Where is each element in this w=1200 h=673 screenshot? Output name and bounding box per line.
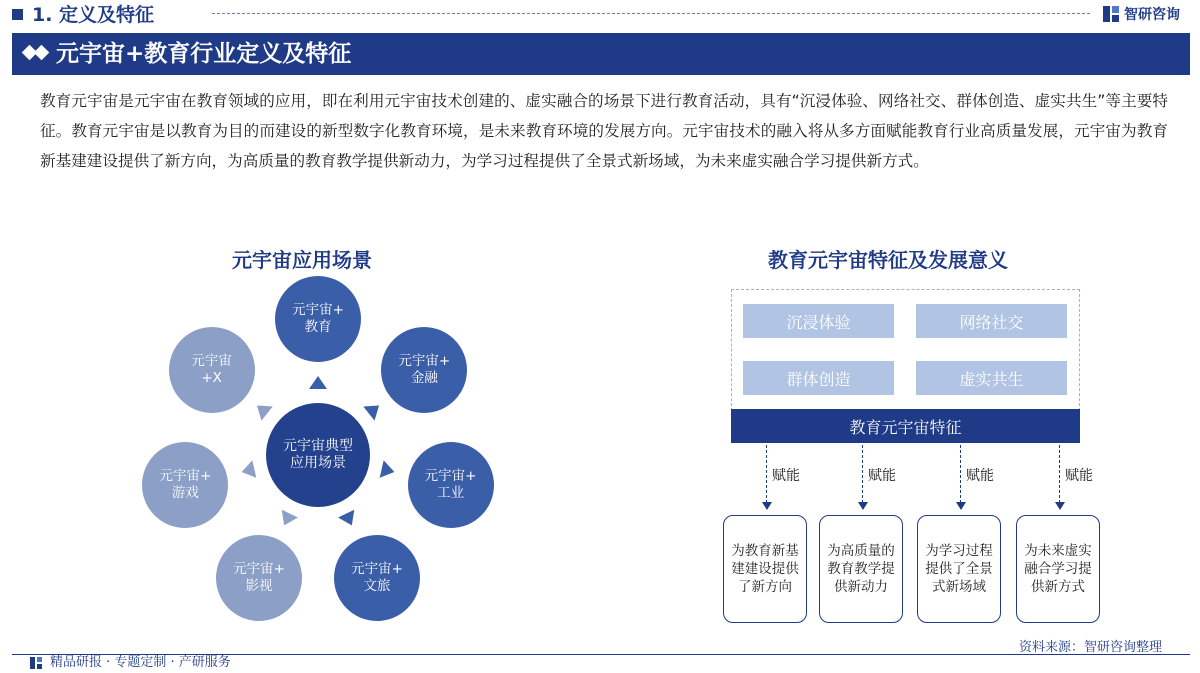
arrow-down-icon — [858, 502, 868, 510]
arrow-icon — [364, 399, 385, 421]
connector-line — [960, 445, 961, 503]
connector-line — [862, 445, 863, 503]
arrow-down-icon — [1055, 502, 1065, 510]
feature-tile: 群体创造 — [743, 361, 894, 395]
section-marker — [12, 9, 23, 20]
page-title: 元宇宙+教育行业定义及特征 — [56, 41, 352, 67]
scenario-node: 元宇宙+ 游戏 — [142, 442, 228, 528]
source-note: 资料来源：智研咨询整理 — [1018, 640, 1162, 655]
features-bar: 教育元宇宙特征 — [731, 409, 1080, 443]
intro-paragraph: 教育元宇宙是元宇宙在教育领域的应用，即在利用元宇宙技术创建的、虚实融合的场景下进行教育活动，具有“沉浸体验、网络社交、群体创造、虚实共生”等主要特征。教育元宇宙是以教育为目的而建设的新型数字化教育环境，是未来教育环境的发展方向。元宇宙技术的融入将从多方面赋能教育行业高质量发展，元宇宙为教育新基建建设提供了新方向，为高质量的教育教学提供新动力，为学习过程提供了全景式新场域，为未来虚实融合学习提供新方式。 — [40, 92, 1168, 170]
features-title: 教育元宇宙特征及发展意义 — [768, 248, 1008, 272]
brand-mark-icon — [1102, 5, 1120, 23]
brand-name: 智研咨询 — [1124, 7, 1180, 23]
connector-label: 赋能 — [868, 468, 896, 484]
header-divider — [212, 13, 1090, 14]
arrow-icon — [251, 399, 272, 421]
brand-mark-icon — [30, 657, 42, 669]
arrow-icon — [276, 510, 298, 530]
scenarios-title: 元宇宙应用场景 — [232, 248, 372, 272]
significance-box: 为学习过程提供了全景式新场域 — [917, 515, 1001, 623]
scenario-node: 元宇宙+ 教育 — [275, 276, 361, 362]
feature-tile: 虚实共生 — [916, 361, 1067, 395]
brand-logo — [1102, 4, 1180, 24]
scenario-node: 元宇宙+ 文旅 — [334, 535, 420, 621]
significance-box: 为高质量的教育教学提供新动力 — [819, 515, 903, 623]
connector-label: 赋能 — [1065, 468, 1093, 484]
significance-box: 为未来虚实融合学习提供新方式 — [1016, 515, 1100, 623]
feature-tile: 网络社交 — [916, 304, 1067, 338]
scenario-node: 元宇宙+ 金融 — [381, 327, 467, 413]
section-title: 1. 定义及特征 — [32, 4, 155, 26]
significance-box: 为教育新基建建设提供了新方向 — [723, 515, 807, 623]
arrow-down-icon — [956, 502, 966, 510]
scenario-node: 元宇宙+ 工业 — [408, 442, 494, 528]
connector-line — [1059, 445, 1060, 503]
arrow-icon — [338, 510, 360, 530]
feature-tile: 沉浸体验 — [743, 304, 894, 338]
arrow-icon — [380, 460, 397, 480]
scenario-node: 元宇宙 +X — [169, 327, 255, 413]
arrow-icon — [309, 376, 327, 389]
scenario-center: 元宇宙典型应用场景 — [266, 403, 370, 507]
arrow-down-icon — [762, 502, 772, 510]
connector-label: 赋能 — [966, 468, 994, 484]
arrow-icon — [239, 460, 256, 480]
connector-line — [766, 445, 767, 503]
connector-label: 赋能 — [772, 468, 800, 484]
scenario-node: 元宇宙+ 影视 — [216, 535, 302, 621]
footer-tagline: 精品研报 · 专题定制 · 产研服务 — [50, 655, 231, 670]
